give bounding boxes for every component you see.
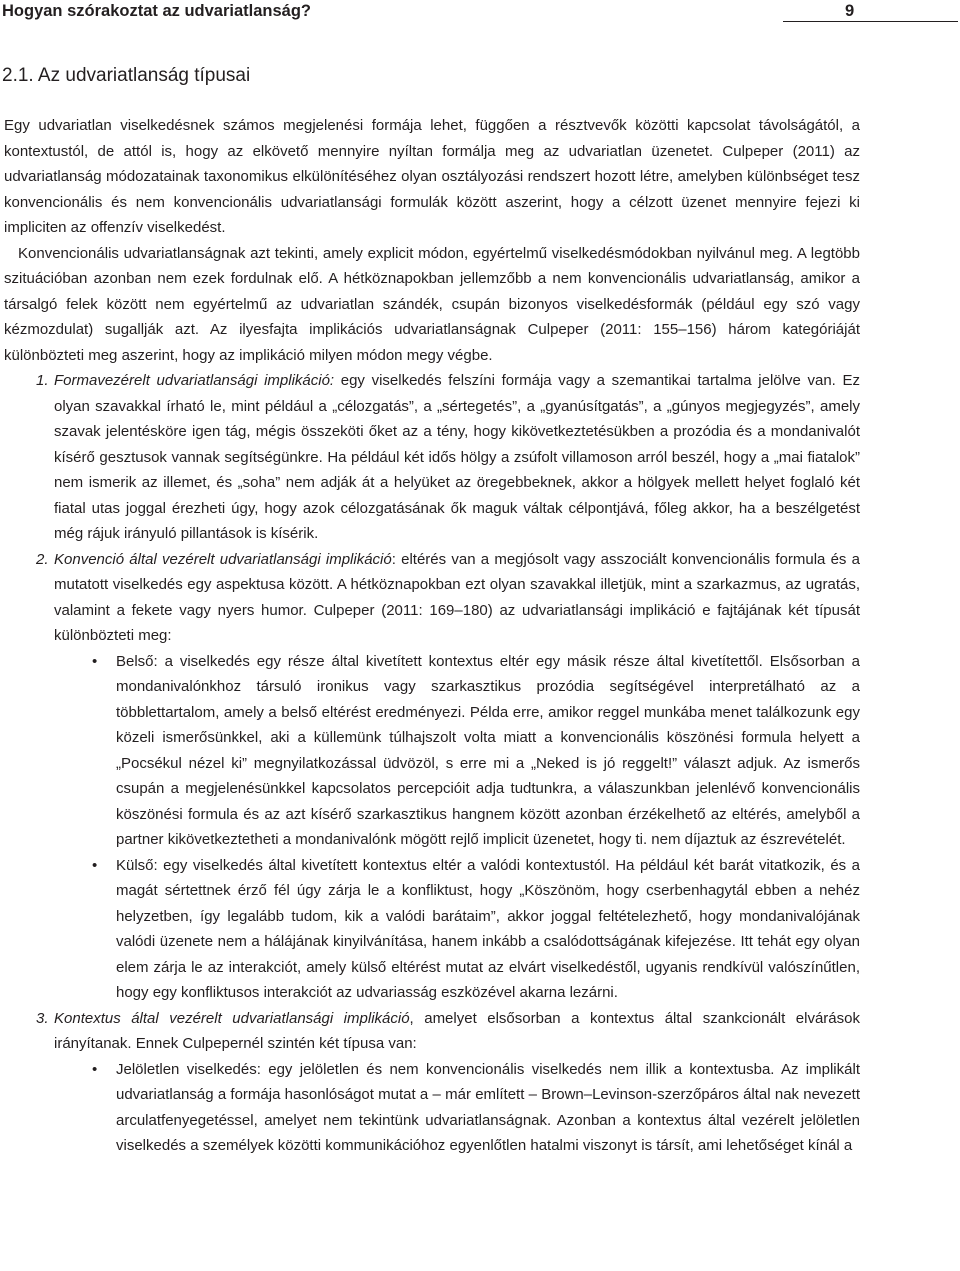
list-item [4,547,860,649]
body-text [4,113,860,1159]
bullet-item [4,853,860,1006]
list-item-term: Formavezérelt udvariatlansági implikáció: [54,372,335,389]
running-title: Hogyan szórakoztat az udvariatlanság? [2,2,311,20]
bullet-marker: • [92,652,98,670]
header-rule [783,21,958,22]
list-item-term: Konvenció által vezérelt udvariatlansági implikáció [54,550,392,568]
bullet-item [4,1057,860,1159]
page-number: 9 [845,2,855,20]
list-item-text: : eltérés van a megjósolt vagy asszociált konvencionális formula és a mutatott viselkedés egy aspektusa között. A hétköznapokban ezt olyan szavakkal illetjük, mint a szarkazmus, az ugratás, valamint a fekete vagy nyers humor. Culpeper (2011: 169–180) az udvariatlansági implikáció e fajtájának két típusát különbözteti meg: [54,550,860,644]
list-item-text: egy viselkedés felszíni formája vagy a szemantikai tartalma jelölve van. Ez olyan szavakkal írható le, mint például a „célozgatás”, a „sértegetés”, a „gyanúsítgatás”, a „gúnyos megjegyzés”, amely szavak jelentésköre igen tág, mégis összeköti őket az a tény, hogy kikövetkeztetésükben a prozódia és a mondanivalót kísérő gesztusok vannak segítségünkre. Ha például két idős hölgy a zsúfolt villamoson arról beszél, hogy a „mai fiatalok” nem ismerik az illemet, és „soha” nem adják át a helyüket az öregebbeknek, akkor a hölgyek mellett helyet foglaló két fiatal utas joggal érezheti úgy, hogy azok célozgatásának ők maguk váltak célpontjává, főleg akkor, ha a beszélgetést még rájuk irányuló pillantások is kísérik. [54,372,860,542]
list-item-term: Kontextus által vezérelt udvariatlansági implikáció [54,1009,410,1027]
running-header [0,0,960,22]
bullet-item [4,649,860,853]
list-marker: 1. [36,372,49,389]
bullet-text: Külső: egy viselkedés által kivetített kontextus eltér a valódi kontextustól. Ha például két barát vitatkozik, és a magát sértettnek érző fél úgy zárja le a konfliktust, hogy „Köszönöm, hogy cserbenhagytál ebben a nehéz helyzetben, így legalább tudom, kik a valódi barátaim”, akkor joggal feltételezhető, hogy mondanivalójának valódi üzenete nem a hálájának kinyilvánítása, hanem inkább a csalódottságának kifejezése. Itt tehát egy olyan elem zárja le az interakciót, amely külső eltérést mutat az elvárt viselkedéstől, ugyanis rendkívül valószínűtlen, hogy egy konfliktusos interakciót az udvariasság eszközével akarna lezárni. [116,856,860,1001]
bullet-text: Belső: a viselkedés egy része által kivetített kontextus eltér egy másik része által kivetítettől. Elsősorban a mondanivalónkhoz társuló ironikus vagy szarkasztikus prozódia segítségével interpretálható az a többlettartalom, amely a belső eltérést eredményezi. Példa erre, amikor reggel munkába menet találkozunk egy közeli ismerősünkkel, aki a küllemünk túlhajszolt volta miatt a konvencionális köszönési formula helyett a „Pocsékul nézel ki” megnyilatkozással üdvözöl, s erre mi a „Neked is jó reggelt!” választ adjuk. Az ismerős csupán a megjelenésünkkel kapcsolatos percepcióit adja tudtunkra, a válaszunkban jelenlévő konvencionális köszönési formula és az azt kísérő szarkasztikus hangnem között azonban érzékelhető az eltérés, amelyből a partner kikövetkeztetheti a mondanivalónk mögött rejlő implicit üzenetet, hogy ti. nem díjaztuk az észrevételét. [116,652,860,848]
list-marker: 3. [36,1009,49,1027]
list-marker: 2. [36,550,49,568]
bullet-marker: • [92,856,98,874]
section-heading: 2.1. Az udvariatlanság típusai [2,65,251,86]
bullet-text: Jelöletlen viselkedés: egy jelöletlen és nem konvencionális viselkedés nem illik a kontextusba. Az implikált udvariatlanság a formája hasonlóságot mutat a – már említett – Brown–Levinson-szerzőpáros által nak nevezett arculatfenyegetéssel, amelyet nem tekintünk udvariatlanságnak. Azonban a kontextus által vezérelt jelöletlen viselkedés a személyek közötti kommunikációhoz egyenlőtlen hatalmi viszonyt is társít, ami lehetőséget kínál a [116,1060,860,1154]
paragraph: Konvencionális udvariatlanságnak azt tekinti, amely explicit módon, egyértelmű viselkedésmódokban nyilvánul meg. A legtöbb szituációban azonban nem ezek fordulnak elő. A hétköznapokban jellemzőbb a nem konvencionális udvariatlanság, amikor a társalgó felek között nem egyértelmű az udvariatlan szándék, csupán bizonyos viselkedésformák (például egy szó vagy kézmozdulat) sugallják azt. Az ilyesfajta implikációs udvariatlanságnak Culpeper (2011: 155–156) három kategóriáját különbözteti meg aszerint, hogy az implikáció milyen módon megy végbe. [4,244,860,364]
list-item-text: , amelyet elsősorban a kontextus által szankcionált elvárások irányítanak. Ennek Culpepernél szintén két típusa van: [54,1009,860,1052]
bullet-marker: • [92,1060,98,1078]
paragraph: Egy udvariatlan viselkedésnek számos megjelenési formája lehet, függően a résztvevők közötti kapcsolat távolságától, a kontextustól, de attól is, hogy az elkövető mennyire nyíltan formálja meg az udvariatlan üzenetet. Culpeper (2011) az udvariatlanság módozatainak taxonomikus elkülönítéséhez olyan osztályozási rendszert hozott létre, amelyben különbséget tesz konvencionális és nem konvencionális udvariatlansági formulák között aszerint, hogy a célzott üzenet mennyire fejezi ki impliciten az offenzív viselkedést. [4,117,860,236]
list-item [4,1006,860,1057]
list-item [4,368,860,547]
